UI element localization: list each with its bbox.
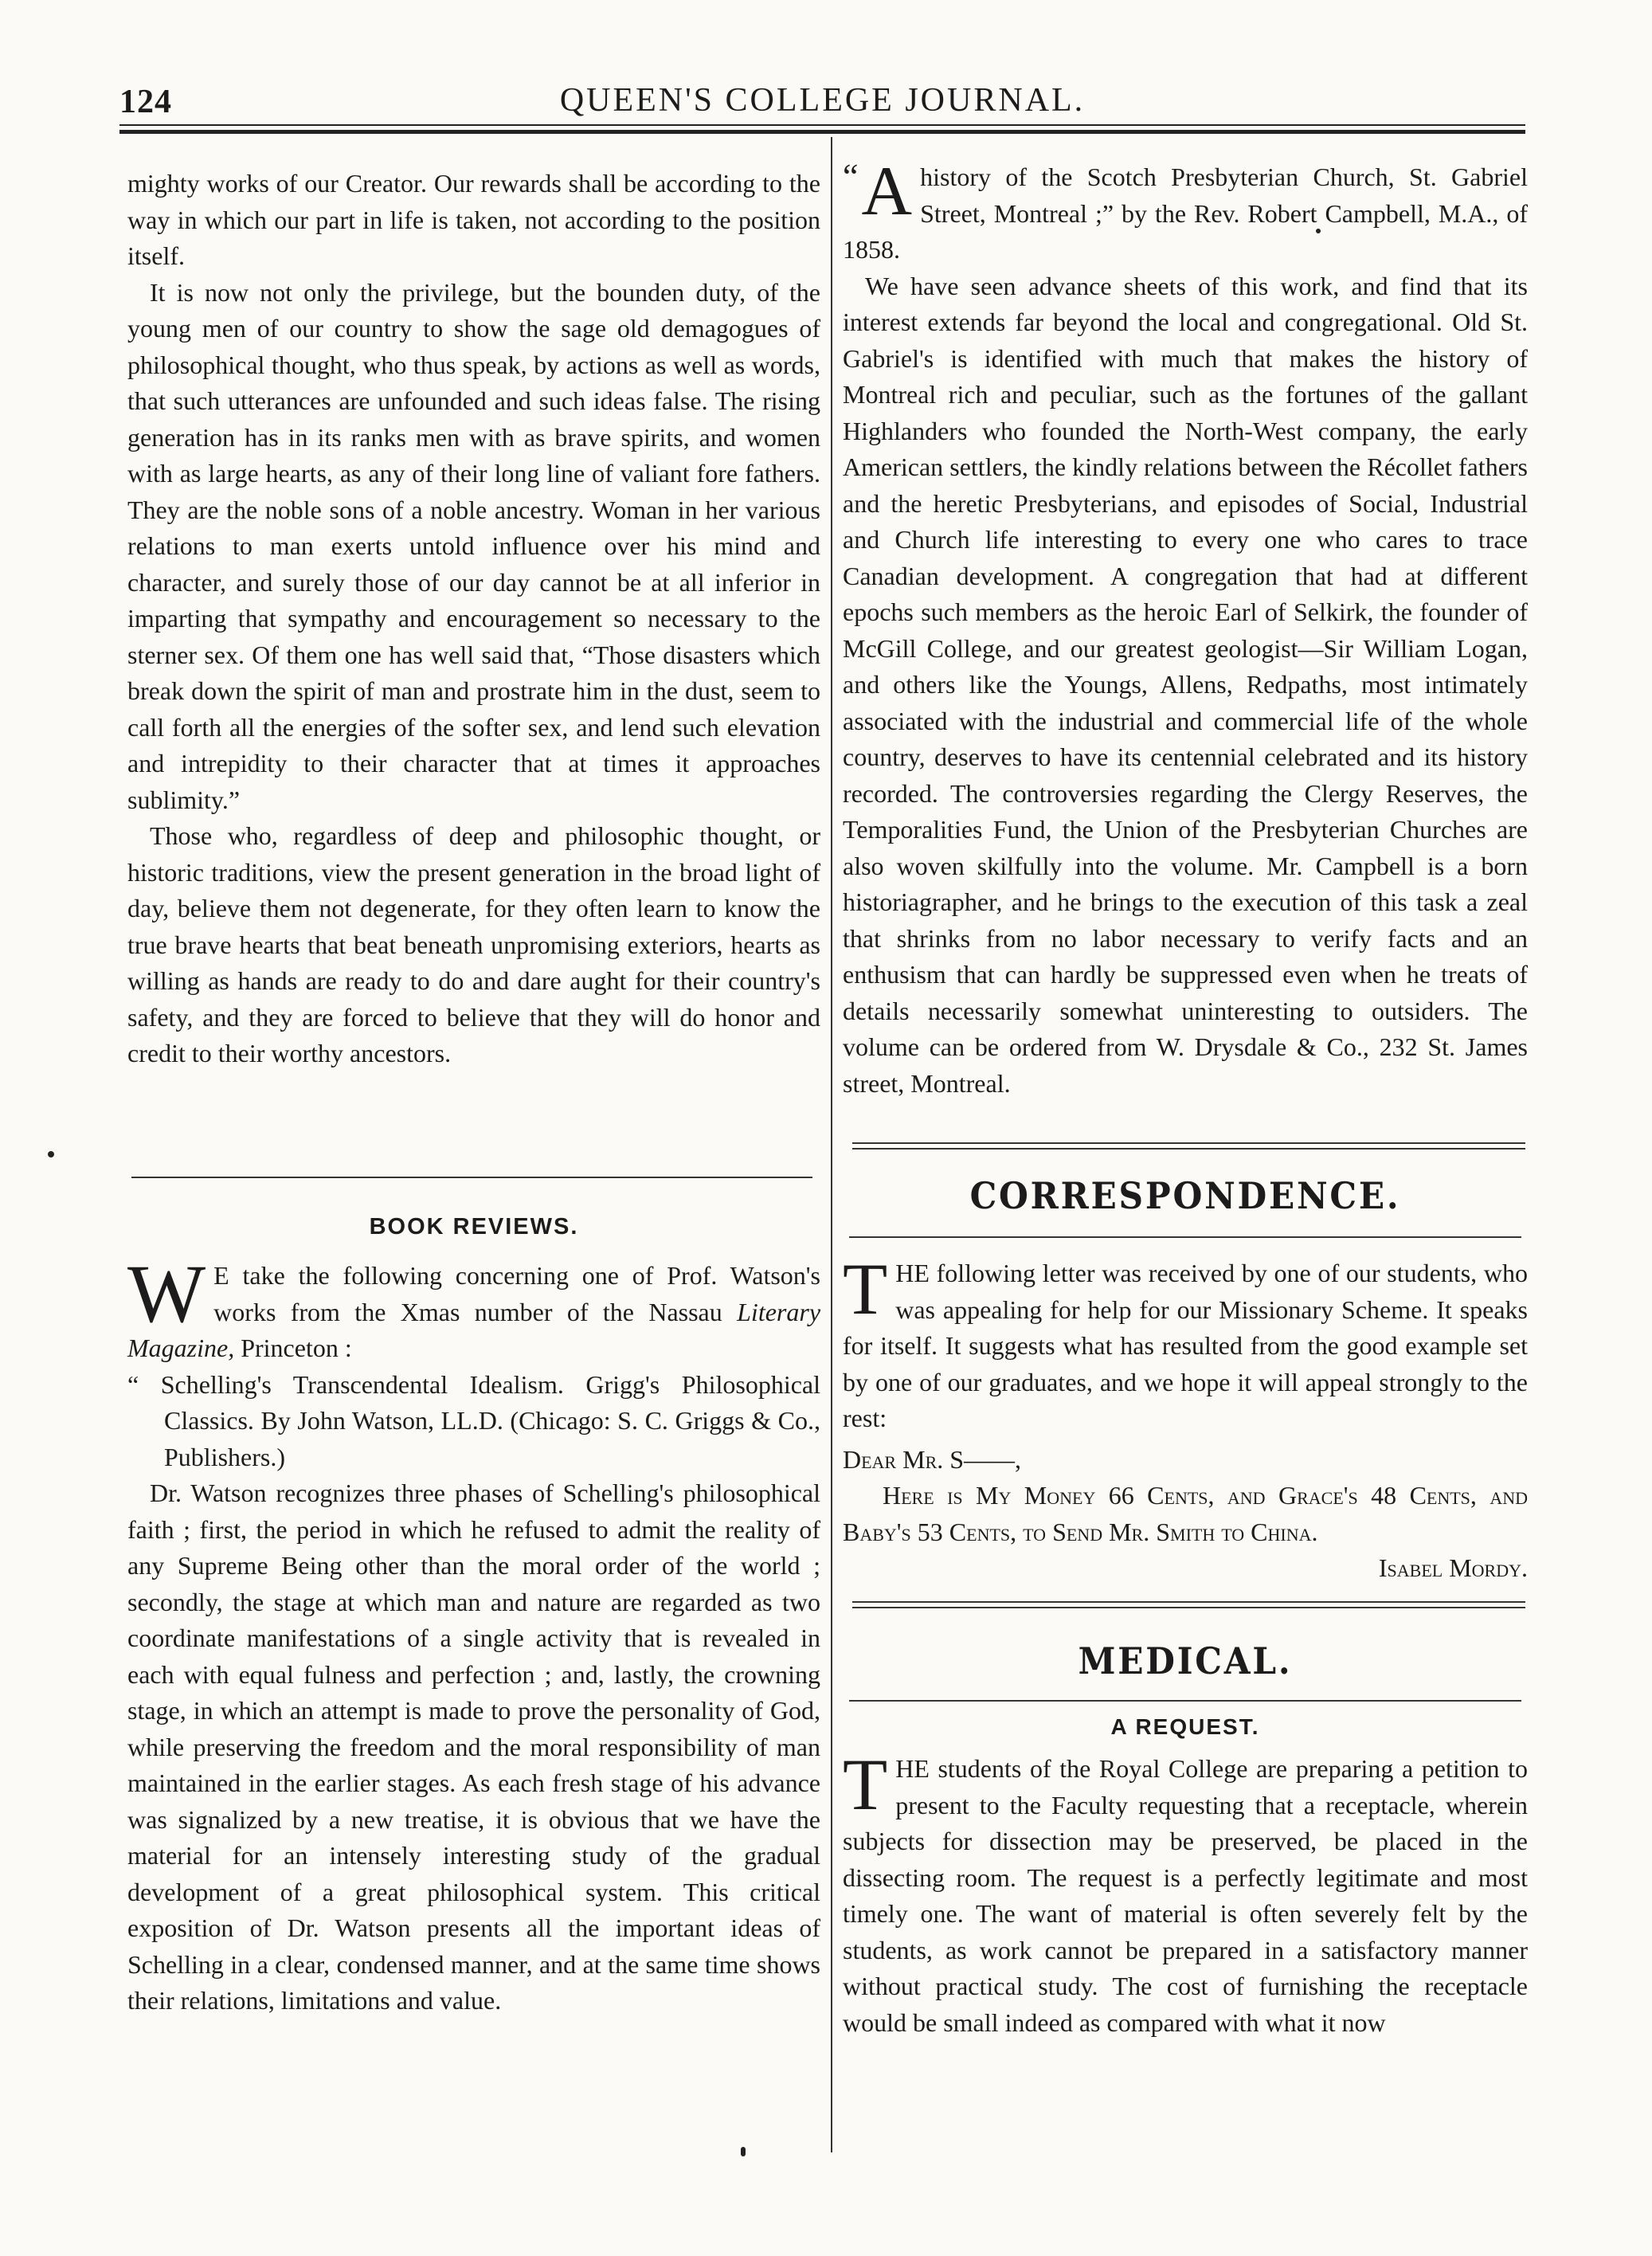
print-speck — [48, 1151, 54, 1157]
section-rule — [131, 1177, 812, 1178]
drop-cap: T — [843, 1744, 888, 1825]
correspondence-text: HE following letter was received by one of our students, who was appealing for help for our Missionary Scheme. It speaks for itself. It suggests what has resulted from the good example set by one of our graduates, and we hope it will appeal strongly to the rest: — [843, 1259, 1528, 1432]
article-paragraph: It is now not only the privilege, but the bounden duty, of the young men of our country to show the sage old demagogues of philosophical thought, who thus speak, by actions as well as words, that such utterances are unfounded and such ideas false. The rising generation has in its ranks men with as brave spirits, and women with as large hearts, as any of their long line of valiant fore fathers. They are the noble sons of a noble ancestry. Woman in her various relations to man exerts untold influence over his mind and character, and surely those of our day cannot be at all inferior in imparting that sympathy and encouragement so necessary to the sterner sex. Of them one has well said that, “Those disasters which break down the spirit of man and prostrate him in the dust, seem to call forth all the energies of the softer sex, and lend such elevation and intrepidity to their character that at times it approaches sublimity.” — [127, 277, 820, 814]
medical-text: HE students of the Royal College are preparing a petition to present to the Faculty requesting that a receptacle, wherein subjects for dissection may be preserved, be placed in the dissecting room. The request is a perfectly legitimate and most timely one. The want of material is often severely felt by the students, as work cannot be prepared in a satisfactory manner without practical study. The cost of furnishing the receptacle would be small indeed as compared with what it now — [843, 1754, 1528, 2037]
letter-salutation: Dear Mr. S——, — [843, 1444, 1022, 1474]
heading-rule — [849, 1700, 1521, 1702]
review-body: We have seen advance sheets of this work, and find that its interest extends far beyond the local and congregational. Old St. Gabriel's is identified with much that makes the history of Montreal rich and peculiar, such as the fortunes of the gallant Highlanders who founded the North-West company, the early American settlers, the kindly relations between the Récollet fathers and the heretic Presbyterians, and episodes of Social, Industrial and Church life interesting to every one who cares to trace Canadian development. A congregation that had at different epochs such members as the heroic Earl of Selkirk, the founder of McGill College, and our greatest geologist—Sir William Logan, and others like the Youngs, Allens, Redpaths, most intimately associated with the industrial and commercial life of the whole country, deserves to have its centennial celebrated and its history recorded. The controversies regarding the Clergy Reserves, the Temporalities Fund, the Union of the Presbyterian Churches are also woven skilfully into the volume. Mr. Campbell is a born historiagrapher, and he brings to the execution of this task a zeal that shrinks from no labor necessary to verify facts and an enthusism that can hardly be suppressed even when he treats of details necessarily somewhat uninteresting to outsiders. The volume can be ordered from W. Drysdale & Co., 232 St. James street, Montreal. — [843, 271, 1528, 1098]
book-review-intro-tail: Princeton : — [234, 1334, 352, 1362]
book-review-intro — [127, 1248, 821, 1367]
section-rule-double — [852, 1142, 1525, 1150]
right-column — [843, 153, 1528, 1102]
print-speck — [1316, 229, 1321, 233]
left-column — [127, 166, 820, 1072]
book-citation: “ Schelling's Transcendental Idealism. Grigg's Philosophical Classics. By John Watson, LL.D. (Chicago: S. C. Griggs & Co., Publishers.) — [127, 1369, 820, 1471]
header-rule-thick — [119, 130, 1525, 134]
correspondence-heading: CORRESPONDENCE. — [969, 1174, 1401, 1217]
correspondence-intro — [843, 1248, 1528, 1437]
medical-body — [843, 1744, 1528, 2041]
section-rule-double — [852, 1601, 1525, 1608]
medical-subheading: A REQUEST. — [1110, 1714, 1260, 1739]
correspondence-section — [843, 1174, 1528, 1587]
article-paragraph: mighty works of our Creator. Our rewards shall be according to the way in which our part in life is taken, not according to the position itself. — [127, 169, 820, 270]
heading-rule — [849, 1236, 1521, 1238]
medical-section — [843, 1639, 1528, 2041]
letter-body: Here is My Money 66 Cents, and Grace's 48 Cents, and Baby's 53 Cents, to Send Mr. Smith to China. — [843, 1481, 1528, 1546]
header-rule — [119, 124, 1525, 126]
page-number: 124 — [119, 84, 172, 120]
book-reviews-section — [127, 1214, 820, 2019]
review-title-text: history of the Scotch Presbyterian Church, St. Gabriel Street, Montreal ;” by the Rev. Robert Campbell, M.A., of 1858. — [843, 163, 1528, 264]
review-title — [843, 153, 1528, 268]
medical-heading: MEDICAL. — [1078, 1639, 1293, 1682]
drop-cap: W — [127, 1248, 206, 1340]
column-divider — [831, 137, 832, 2152]
drop-cap: A — [861, 153, 913, 230]
journal-title: QUEEN'S COLLEGE JOURNAL. — [559, 82, 1086, 119]
drop-cap: T — [843, 1248, 888, 1330]
book-review-intro-text: E take the following concerning one of Prof. Watson's works from the Xmas number of the Nassau — [213, 1261, 820, 1326]
magazine-title: Literary Magazine, — [127, 1297, 821, 1362]
print-speck — [741, 2147, 746, 2156]
letter-signature: Isabel Mordy. — [1378, 1553, 1528, 1582]
book-review-body: Dr. Watson recognizes three phases of Schelling's philosophical faith ; first, the period in which he refused to admit the reality of any Supreme Being other than the moral order of the world ; secondly, the stage at which man and nature are regarded as two coordinate manifestations of a single activity that is revealed in each with equal fulness and perfection ; and, lastly, the crowning stage, in which an attempt is made to prove the personality of God, while preserving the freedom and the moral responsibility of man maintained in the earlier stages. As each fresh stage of his advance was signalized by a new treatise, it is obvious that we have the material for an intensely interesting study of the gradual development of a great philosophical system. This critical exposition of Dr. Watson presents all the important ideas of Schelling in a clear, condensed manner, and at the same time shows their relations, limitations and value. — [127, 1479, 820, 2015]
quote-mark: “ — [843, 157, 859, 196]
article-paragraph: Those who, regardless of deep and philosophic thought, or historic traditions, view the present generation in the broad light of day, believe them not degenerate, for they often learn to know the true brave hearts that beat beneath unpromising exteriors, hearts as willing as hands are ready to do and dare aught for their country's safety, and they are forced to believe that they will do honor and credit to their worthy ancestors. — [127, 821, 820, 1067]
book-reviews-heading: BOOK REVIEWS. — [369, 1214, 579, 1240]
